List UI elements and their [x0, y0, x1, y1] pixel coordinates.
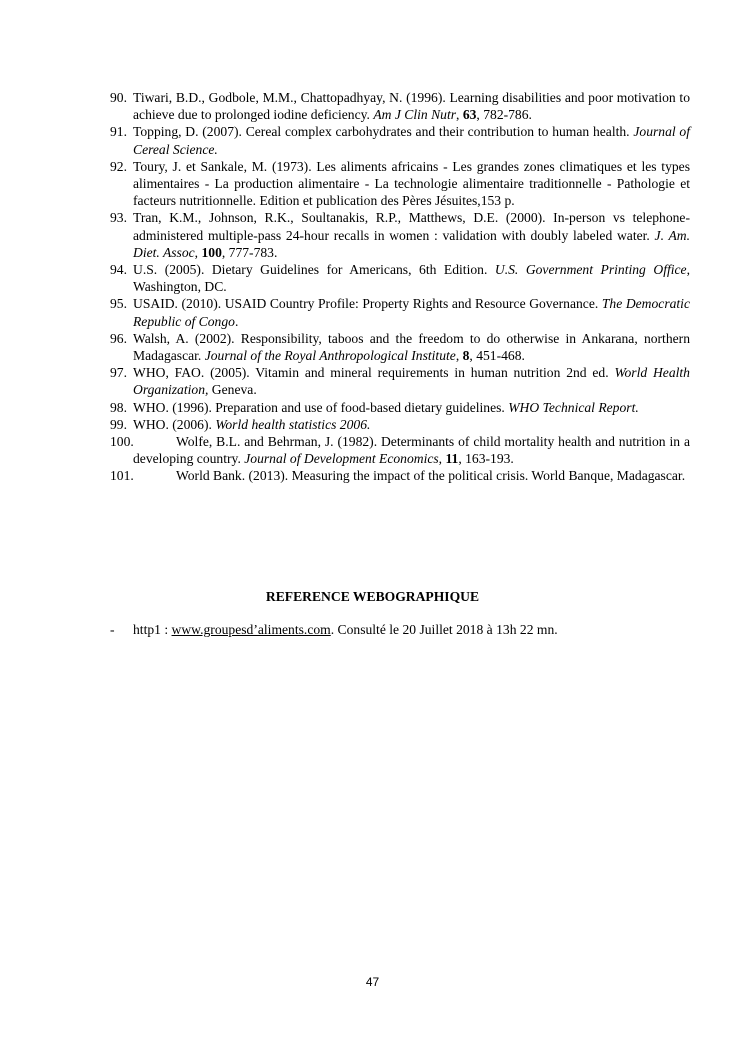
reference-text: ,	[194, 244, 202, 260]
reference-text: WHO. (1996). Preparation and use of food-based dietary guidelines.	[133, 399, 509, 415]
reference-text: ,	[455, 348, 463, 364]
reference-item	[110, 123, 690, 157]
reference-text: Tiwari, B.D., Godbole, M.M., Chattopadhyay, N. (1996). Learning disabilities and poor motivation to achieve due to prolonged iodine deficiency.	[133, 90, 690, 123]
reference-source: World Health Organization,	[133, 365, 690, 398]
reference-volume: 100	[201, 244, 222, 260]
reference-number: 99.	[110, 416, 127, 432]
reference-text: , 782-786.	[476, 107, 532, 123]
reference-text: WHO. (2006).	[133, 416, 216, 432]
reference-text: Geneva.	[208, 382, 257, 398]
reference-item	[110, 158, 690, 210]
reference-text: Walsh, A. (2002). Responsibility, taboos and the freedom to do otherwise in Ankarana, northern Madagascar.	[133, 330, 690, 364]
reference-source: Journal of Development Economics	[244, 451, 439, 467]
reference-item	[110, 416, 690, 433]
reference-source: J. Am. Diet. Assoc	[133, 227, 690, 260]
webography-text	[133, 622, 558, 638]
webography-link[interactable]: www.groupesd’aliments.com	[171, 622, 331, 637]
reference-text: , 451-468.	[469, 348, 525, 364]
reference-number: 91.	[110, 124, 127, 140]
reference-number: 94.	[110, 262, 127, 278]
reference-text: U.S. (2005). Dietary Guidelines for Americans, 6th Edition.	[133, 262, 495, 278]
page-number: 47	[365, 975, 380, 989]
reference-text: World Bank. (2013). Measuring the impact of the political crisis. World Banque, Madagascar.	[176, 468, 686, 484]
reference-item	[110, 295, 690, 329]
reference-item	[110, 330, 690, 364]
reference-number: 90.	[110, 90, 127, 105]
reference-number: 92.	[110, 158, 127, 174]
reference-source: Journal of the Royal Anthropological Institute	[204, 348, 456, 364]
reference-number: 97.	[110, 365, 127, 381]
reference-number: 100.	[110, 434, 134, 450]
reference-text: Wolfe, B.L. and Behrman, J. (1982). Determinants of child mortality health and nutrition in a developing country.	[133, 434, 690, 467]
reference-number: 95.	[110, 296, 127, 312]
reference-item	[110, 261, 690, 295]
webography-prefix: http1 :	[133, 622, 172, 637]
reference-source: U.S. Government Printing Office	[494, 262, 687, 278]
reference-text: Tran, K.M., Johnson, R.K., Soultanakis, R.P., Matthews, D.E. (2000). In-person vs telephone-administered multiple-pass 24-hour recalls in women : validation with doubly labeled water.	[133, 210, 690, 243]
reference-source: Am J Clin Nutr	[373, 107, 457, 123]
reference-text: .	[234, 313, 239, 329]
reference-text: USAID. (2010). USAID Country Profile: Property Rights and Resource Governance.	[133, 296, 602, 312]
reference-item	[110, 209, 690, 261]
list-dash: -	[110, 622, 115, 637]
reference-item	[110, 467, 690, 484]
reference-number: 93.	[110, 210, 127, 226]
reference-number: 98.	[110, 399, 127, 415]
reference-text: ,	[456, 107, 463, 123]
reference-text: ,	[438, 451, 446, 467]
reference-item	[110, 399, 690, 416]
reference-text: WHO, FAO. (2005). Vitamin and mineral requirements in human nutrition 2nd ed.	[133, 365, 615, 381]
reference-item	[110, 433, 690, 467]
reference-source: Journal of Cereal Science.	[133, 124, 690, 157]
reference-text: , Washington, DC.	[133, 262, 690, 295]
reference-list	[110, 89, 690, 485]
reference-item	[110, 364, 690, 398]
reference-volume: 8	[462, 348, 470, 364]
reference-source: WHO Technical Report.	[508, 399, 639, 415]
reference-source: World health statistics 2006.	[215, 416, 371, 432]
webography-suffix: . Consulté le 20 Juillet 2018 à 13h 22 mn.	[330, 622, 558, 637]
reference-number: 96.	[110, 330, 127, 346]
reference-text: , 777-783.	[221, 244, 278, 260]
reference-number: 101.	[110, 468, 134, 484]
reference-volume: 11	[445, 451, 459, 467]
reference-source: The Democratic Republic of Congo	[133, 296, 690, 329]
reference-text: , 163-193.	[458, 451, 514, 467]
reference-text: Topping, D. (2007). Cereal complex carbohydrates and their contribution to human health.	[133, 124, 634, 140]
reference-volume: 63	[462, 107, 477, 123]
reference-item	[110, 89, 690, 123]
reference-text: Toury, J. et Sankale, M. (1973). Les aliments africains - Les grandes zones climatiques et les types alimentaires - La production alimentaire - La technologie alimentaire traditionnelle - Pathologie et facteurs nutritionnelle. Edition et publication des Pères Jésuites,153 p.	[133, 158, 690, 209]
webography-heading: REFERENCE WEBOGRAPHIQUE	[265, 589, 480, 604]
